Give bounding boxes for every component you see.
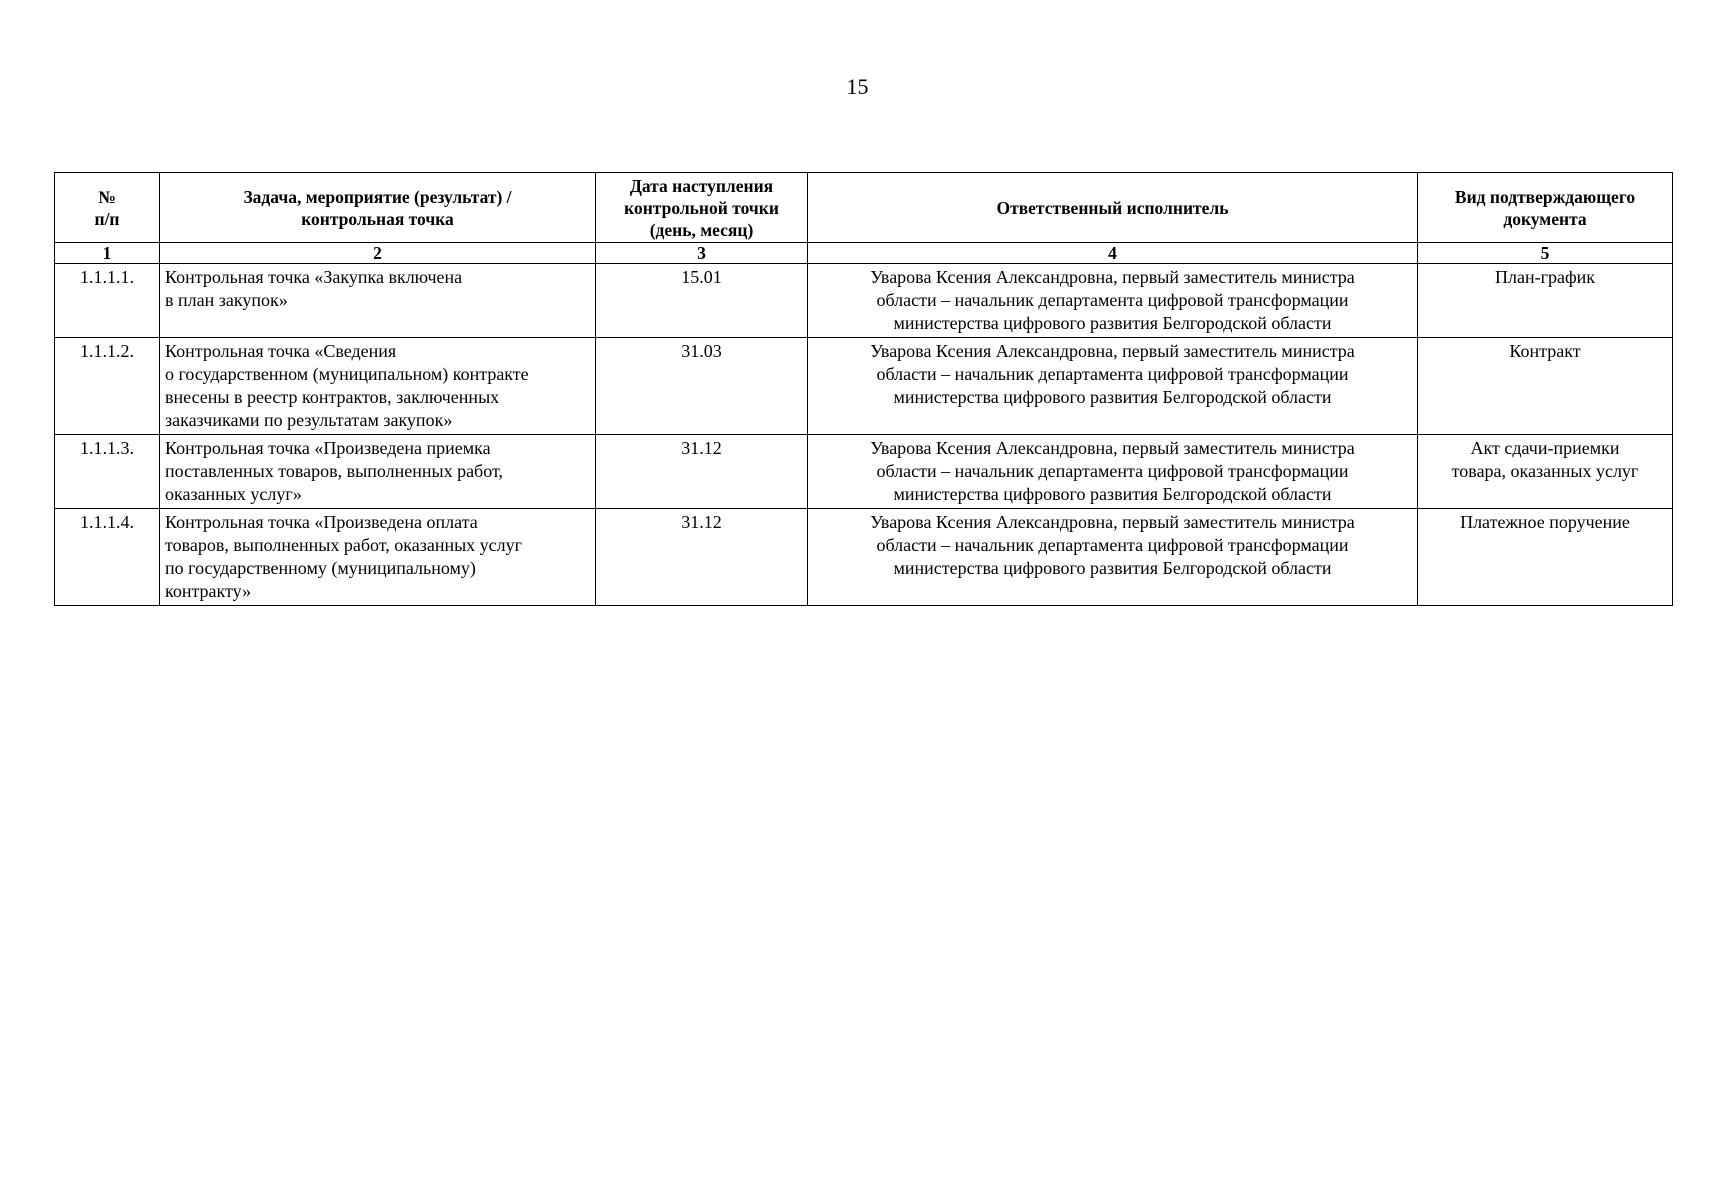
table-row [55, 338, 1673, 435]
row-number: 1.1.1.3. [55, 435, 160, 509]
header-text-line: № [98, 186, 116, 207]
document-text-line: Платежное поручение [1460, 512, 1630, 532]
page-number: 15 [846, 74, 869, 99]
row-responsible [808, 338, 1418, 435]
responsible-text-line: министерства цифрового развития Белгородской области [893, 558, 1332, 578]
task-text-line: Контрольная точка «Сведения [165, 341, 397, 361]
task-text-line: в план закупок» [165, 290, 288, 310]
row-responsible [808, 264, 1418, 338]
header-text-line: Дата наступления [629, 175, 774, 196]
responsible-text-line: области – начальник департамента цифровой трансформации [876, 461, 1349, 481]
header-text-line: Ответственный исполнитель [996, 197, 1229, 218]
row-document [1418, 509, 1673, 606]
row-responsible [808, 509, 1418, 606]
row-document [1418, 264, 1673, 338]
header-text-line: контрольной точки [624, 197, 779, 218]
task-text-line: Контрольная точка «Произведена приемка [165, 438, 491, 458]
header-row [55, 173, 1673, 243]
task-text-line: оказанных услуг» [165, 484, 302, 504]
header-responsible [808, 173, 1418, 243]
responsible-text-line: Уварова Ксения Александровна, первый заместитель министра [870, 438, 1355, 458]
header-task [160, 173, 596, 243]
task-text-line: заказчиками по результатам закупок» [165, 410, 453, 430]
row-number: 1.1.1.4. [55, 509, 160, 606]
column-number: 4 [808, 243, 1418, 264]
task-text-line: по государственному (муниципальному) [165, 558, 476, 578]
row-number: 1.1.1.2. [55, 338, 160, 435]
task-text-line: поставленных товаров, выполненных работ, [165, 461, 503, 481]
row-date: 31.12 [596, 435, 808, 509]
responsible-text-line: Уварова Ксения Александровна, первый заместитель министра [870, 267, 1355, 287]
row-responsible [808, 435, 1418, 509]
table-row [55, 264, 1673, 338]
row-task [160, 264, 596, 338]
row-task [160, 509, 596, 606]
header-number [55, 173, 160, 243]
document-text-line: План-график [1494, 267, 1595, 287]
task-text-line: контракту» [165, 581, 252, 601]
table-row [55, 509, 1673, 606]
header-date [596, 173, 808, 243]
column-number: 1 [55, 243, 160, 264]
control-points-table [54, 172, 1673, 606]
document-text-line: товара, оказанных услуг [1451, 461, 1639, 481]
row-number: 1.1.1.1. [55, 264, 160, 338]
row-task [160, 338, 596, 435]
responsible-text-line: министерства цифрового развития Белгородской области [893, 313, 1332, 333]
responsible-text-line: области – начальник департамента цифровой трансформации [876, 290, 1349, 310]
row-date: 31.03 [596, 338, 808, 435]
header-document [1418, 173, 1673, 243]
header-text-line: контрольная точка [301, 208, 454, 229]
responsible-text-line: Уварова Ксения Александровна, первый заместитель министра [870, 512, 1355, 532]
header-text-line: Задача, мероприятие (результат) / [243, 186, 512, 207]
header-text-line: п/п [94, 208, 120, 229]
header-text-line: Вид подтверждающего [1454, 186, 1636, 207]
responsible-text-line: Уварова Ксения Александровна, первый заместитель министра [870, 341, 1355, 361]
task-text-line: Контрольная точка «Произведена оплата [165, 512, 478, 532]
responsible-text-line: министерства цифрового развития Белгородской области [893, 484, 1332, 504]
responsible-text-line: министерства цифрового развития Белгородской области [893, 387, 1332, 407]
column-number: 3 [596, 243, 808, 264]
row-document [1418, 435, 1673, 509]
column-number-row [55, 243, 1673, 264]
task-text-line: товаров, выполненных работ, оказанных услуг [165, 535, 523, 555]
row-document [1418, 338, 1673, 435]
header-text-line: документа [1503, 208, 1587, 229]
row-date: 15.01 [596, 264, 808, 338]
row-date: 31.12 [596, 509, 808, 606]
document-text-line: Акт сдачи-приемки [1470, 438, 1620, 458]
column-number: 2 [160, 243, 596, 264]
table-row [55, 435, 1673, 509]
responsible-text-line: области – начальник департамента цифровой трансформации [876, 535, 1349, 555]
task-text-line: внесены в реестр контрактов, заключенных [165, 387, 500, 407]
document-text-line: Контракт [1509, 341, 1581, 361]
task-text-line: о государственном (муниципальном) контракте [165, 364, 529, 384]
responsible-text-line: области – начальник департамента цифровой трансформации [876, 364, 1349, 384]
header-text-line: (день, месяц) [649, 219, 754, 240]
column-number: 5 [1418, 243, 1673, 264]
row-task [160, 435, 596, 509]
task-text-line: Контрольная точка «Закупка включена [165, 267, 463, 287]
